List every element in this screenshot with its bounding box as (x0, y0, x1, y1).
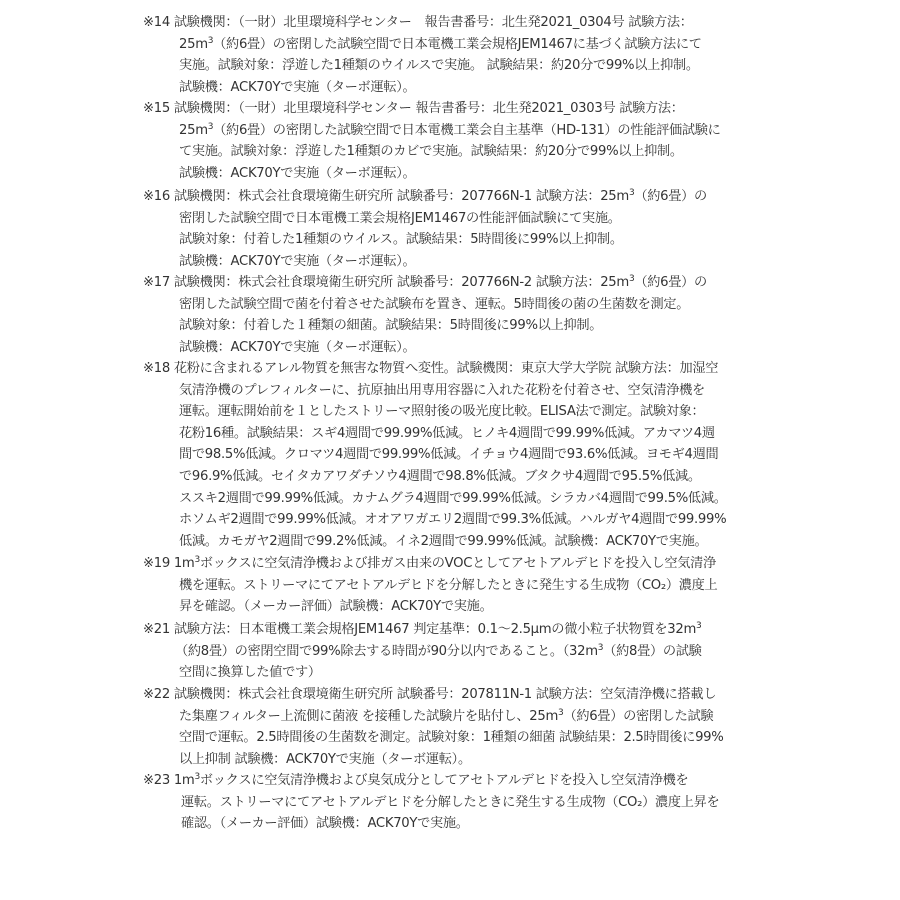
footnote-15-line-4: 試験機：ACK70Yで実施（ターボ運転）。 (179, 165, 416, 181)
footnote-14 (143, 12, 773, 98)
footnote-18-line-1: ※18 花粉に含まれるアレル物質を無害な物質へ変性。試験機関：東京大学大学院 試験方法：加湿空 (143, 361, 719, 376)
footnote-19-line-2: 機を運転。ストリーマにてアセトアルデヒドを分解したときに発生する生成物（CO₂）濃度上 (179, 577, 718, 593)
footnote-18-line-2: 気清浄機のプレフィルターに、抗原抽出用専用容器に入れた花粉を付着させ、空気清浄機を (179, 382, 705, 398)
footnote-14-line-3: 実施。試験対象：浮遊した1種類のウイルスで実施。 試験結果：約20分で99%以上抑制。 (179, 58, 699, 74)
footnote-21-line-2: （約8畳）の密閉空間で99%除去する時間が90分以内であること。（$32m^3$（約8畳）の試験 (175, 642, 702, 659)
footnote-23 (143, 770, 773, 835)
footnote-23-line-2: 運転。ストリーマにてアセトアルデヒドを分解したときに発生する生成物（CO₂）濃度上昇を (181, 794, 720, 810)
footnote-15 (143, 98, 773, 184)
footnote-18-line-9: 低減。カモガヤ2週間で99.2%低減。イネ2週間で99.99%低減。試験機：ACK70Yで実施。 (179, 533, 708, 549)
footnote-19-line-3: 昇を確認。（メーカー評価）試験機：ACK70Yで実施。 (179, 599, 493, 615)
footnote-15-line-2: $25m^3$（約6畳）の密閉した試験空間で日本電機工業会自主基準（HD-131）の性能評価試験に (179, 121, 721, 138)
footnote-15-line-1: ※15 試験機関：（一財）北里環境科学センター 報告書番号：北生発2021_0303号 試験方法： (143, 101, 684, 116)
footnote-21-line-1: ※21 試験方法：日本電機工業会規格JEM1467 判定基準：0.1～2.5μmの微小粒子状物質を$32m^3$ (143, 621, 702, 637)
footnote-17-line-2: 密閉した試験空間で菌を付着させた試験布を置き、運転。5時間後の菌の生菌数を測定。 (179, 296, 690, 312)
footnote-18-line-6: で96.9%低減。セイタカアワダチソウ4週間で98.8%低減。ブタクサ4週間で95.5%低減。 (179, 468, 701, 484)
footnote-22-line-1: ※22 試験機関：株式会社食環境衛生研究所 試験番号：207811N-1 試験方法：空気清浄機に搭載し (143, 687, 717, 702)
footnote-21-line-3: 空間に換算した値です） (179, 665, 321, 681)
footnote-18-line-7: ススキ2週間で99.99%低減。カナムグラ4週間で99.99%低減。シラカバ4週間で99.5%低減。 (179, 490, 727, 506)
footnote-14-line-2: $25m^3$（約6畳）の密閉した試験空間で日本電機工業会規格JEM1467に基づく試験方法にて (179, 35, 702, 52)
footnote-22-line-4: 以上抑制 試験機：ACK70Yで実施（ターボ運転）。 (179, 751, 471, 767)
footnote-16-line-4: 試験機：ACK70Yで実施（ターボ運転）。 (179, 253, 416, 269)
footnote-14-line-4: 試験機：ACK70Yで実施（ターボ運転）。 (179, 79, 416, 95)
footnote-19-line-1: ※19 $1m^3$ボックスに空気清浄機および排ガス由来のVOCとしてアセトアルデヒドを投入し空気清浄 (143, 555, 716, 571)
footnote-18 (143, 358, 773, 552)
footnote-22 (143, 684, 773, 770)
footnote-18-line-4: 花粉16種。試験結果：スギ4週間で99.99%低減。ヒノキ4週間で99.99%低減。アカマツ4週 (179, 425, 715, 441)
footnote-21 (143, 619, 773, 684)
footnote-17-line-1: ※17 試験機関：株式会社食環境衛生研究所 試験番号：207766N-2 試験方法：$25m^3$（約6畳）の (143, 274, 707, 290)
footnote-17 (143, 272, 773, 358)
footnote-18-line-3: 運転。運転開始前を１としたストリーマ照射後の吸光度比較。ELISA法で測定。試験対象： (179, 404, 705, 420)
footnote-18-line-5: 間で98.5%低減。クロマツ4週間で99.99%低減。イチョウ4週間で93.6%低減。ヨモギ4週間 (179, 447, 719, 463)
footnote-19 (143, 553, 773, 618)
footnote-18-line-8: ホソムギ2週間で99.99%低減。オオアワガエリ2週間で99.3%低減。ハルガヤ4週間で99.99% (179, 512, 727, 528)
footnote-17-line-3: 試験対象：付着した１種類の細菌。試験結果：5時間後に99%以上抑制。 (179, 318, 603, 334)
footnote-23-line-1: ※23 $1m^3$ボックスに空気清浄機および臭気成分としてアセトアルデヒドを投入し空気清浄機を (143, 772, 689, 788)
footnote-14-line-1: ※14 試験機関：（一財）北里環境科学センター 報告書番号：北生発2021_0304号 試験方法： (143, 15, 693, 30)
footnote-23-line-3: 確認。（メーカー評価）試験機：ACK70Yで実施。 (181, 816, 469, 832)
footnote-16-line-3: 試験対象：付着した1種類のウイルス。試験結果：5時間後に99%以上抑制。 (179, 232, 623, 248)
footnote-17-line-4: 試験機：ACK70Yで実施（ターボ運転）。 (179, 339, 416, 355)
footnote-16 (143, 186, 773, 272)
footnote-22-line-2: た集塵フィルター上流側に菌液 を接種した試験片を貼付し、$25m^3$（約6畳）の密閉した試験 (179, 707, 714, 724)
footnote-16-line-1: ※16 試験機関：株式会社食環境衛生研究所 試験番号：207766N-1 試験方法：$25m^3$（約6畳）の (143, 188, 707, 204)
footnote-16-line-2: 密閉した試験空間で日本電機工業会規格JEM1467の性能評価試験にて実施。 (179, 210, 621, 226)
footnote-22-line-3: 空間で運転。2.5時間後の生菌数を測定。試験対象：1種類の細菌 試験結果：2.5時間後に99% (179, 730, 724, 746)
footnote-15-line-3: て実施。試験対象：浮遊した1種類のカビで実施。試験結果：約20分で99%以上抑制。 (179, 144, 683, 160)
